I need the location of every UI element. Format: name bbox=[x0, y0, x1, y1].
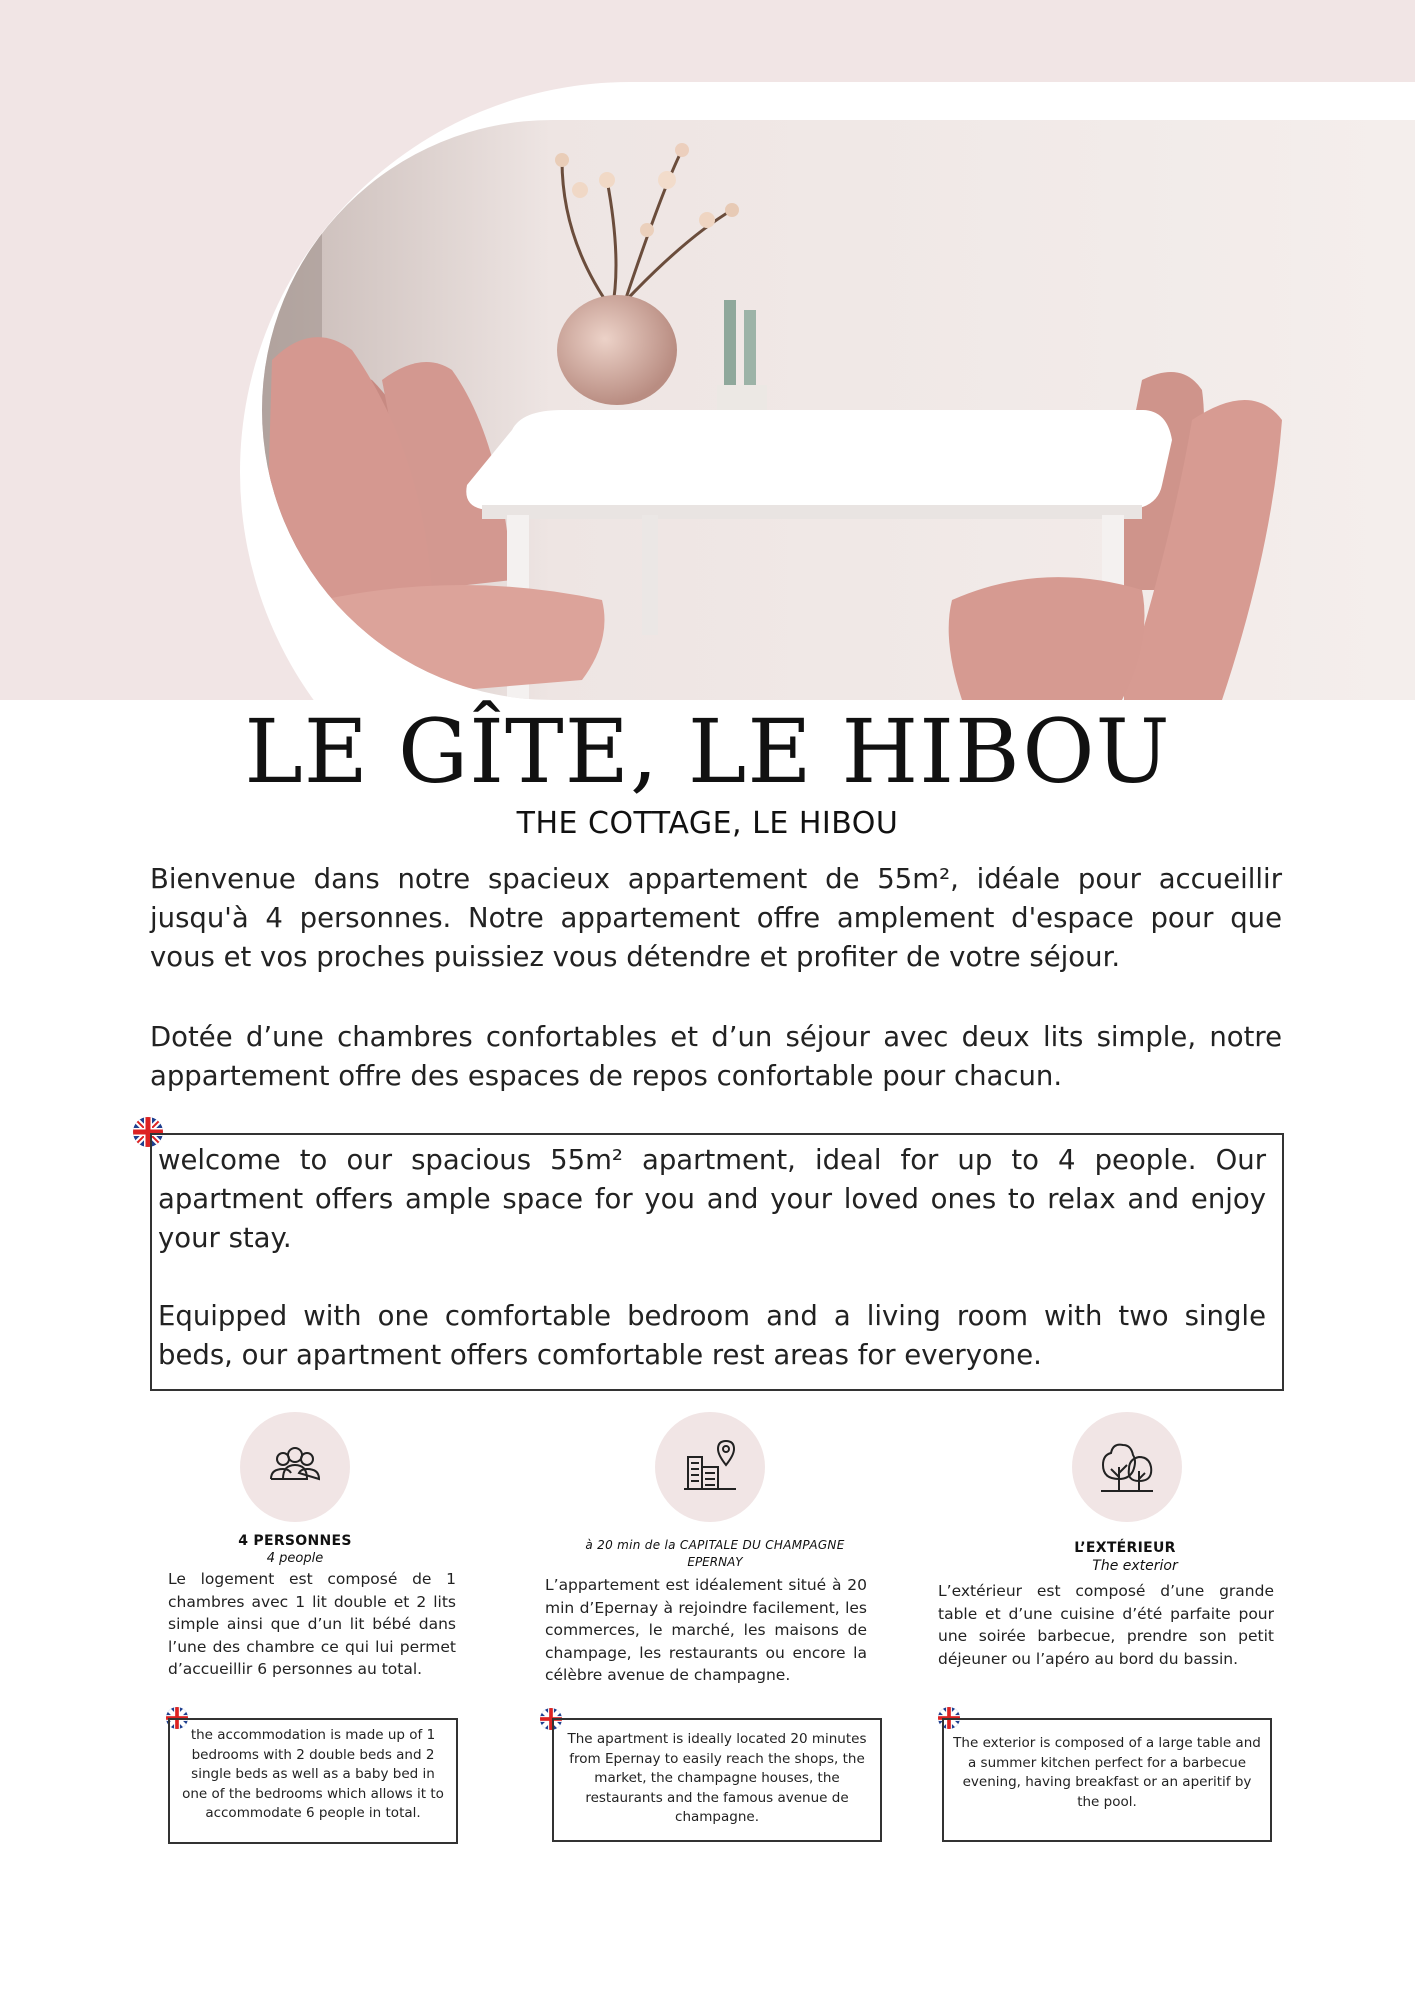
page-title: LE GÎTE, LE HIBOU bbox=[244, 700, 1171, 803]
intro-en-paragraph-2: Equipped with one comfortable bedroom and a living room with two single beds, our apartment offers comfortable rest areas for everyone. bbox=[158, 1300, 1266, 1371]
feature-text-en-location: The apartment is ideally located 20 minutes from Epernay to easily reach the shops, the market, the champagne houses, the restaurants and the famous avenue de champagne. bbox=[567, 1731, 867, 1825]
feature-heading-location: à 20 min de la CAPITALE DU CHAMPAGNE bbox=[585, 1538, 845, 1552]
trees-icon bbox=[1072, 1412, 1182, 1522]
feature-box-en-capacity bbox=[168, 1718, 458, 1844]
feature-heading-capacity: 4 PERSONNES bbox=[238, 1533, 352, 1549]
feature-subheading-capacity: 4 people bbox=[266, 1551, 324, 1566]
city-location-icon bbox=[655, 1412, 765, 1522]
feature-box-en-location bbox=[552, 1718, 882, 1842]
feature-text-en-capacity: the accommodation is made up of 1 bedrooms with 2 double beds and 2 single beds as well as a baby bed in one of the bedrooms which allows it to accommodate 6 people in total. bbox=[182, 1727, 444, 1821]
feature-box-en-exterior bbox=[942, 1718, 1272, 1842]
feature-subheading-exterior: The exterior bbox=[1092, 1558, 1178, 1574]
intro-en-paragraph-1: welcome to our spacious 55m² apartment, ideal for up to 4 people. Our apartment offers ample space for you and your loved ones to relax and enjoy your stay. bbox=[158, 1144, 1266, 1254]
feature-text-fr-location: L’appartement est idéalement situé à 20 min d’Epernay à rejoindre facilement, les commerces, le marché, les maisons de champage, les restaurants ou encore la célèbre avenue de champagne. bbox=[545, 1576, 867, 1684]
feature-heading-exterior: L’EXTÉRIEUR bbox=[1074, 1540, 1176, 1556]
feature-text-en-exterior: The exterior is composed of a large table and a summer kitchen perfect for a barbecue evening, having breakfast or an aperitif by the pool. bbox=[953, 1735, 1261, 1810]
feature-subheading-location: EPERNAY bbox=[687, 1555, 743, 1569]
feature-text-fr-exterior: L’extérieur est composé d’une grande table et d’une cuisine d’été parfaite pour une soirée barbecue, prendre son petit déjeuner ou l’apéro au bord du bassin. bbox=[938, 1582, 1274, 1668]
intro-fr-paragraph-2: Dotée d’une chambres confortables et d’un séjour avec deux lits simple, notre appartement offre des espaces de repos confortable pour chacun. bbox=[150, 1021, 1282, 1092]
feature-text-fr-capacity: Le logement est composé de 1 chambres avec 1 lit double et 2 lits simple ainsi que d’un lit bébé dans l’une des chambre ce qui lui permet d’accueillir 6 personnes au total. bbox=[168, 1570, 456, 1678]
english-intro-box bbox=[150, 1133, 1284, 1391]
people-icon bbox=[240, 1412, 350, 1522]
page-subtitle: THE COTTAGE, LE HIBOU bbox=[516, 806, 899, 841]
dining-room-photo bbox=[262, 120, 1415, 700]
intro-fr-paragraph-1: Bienvenue dans notre spacieux appartement de 55m², idéale pour accueillir jusqu'à 4 personnes. Notre appartement offre amplement d'espace pour que vous et vos proches puissiez vous détendre et profiter de votre séjour. bbox=[150, 863, 1282, 973]
